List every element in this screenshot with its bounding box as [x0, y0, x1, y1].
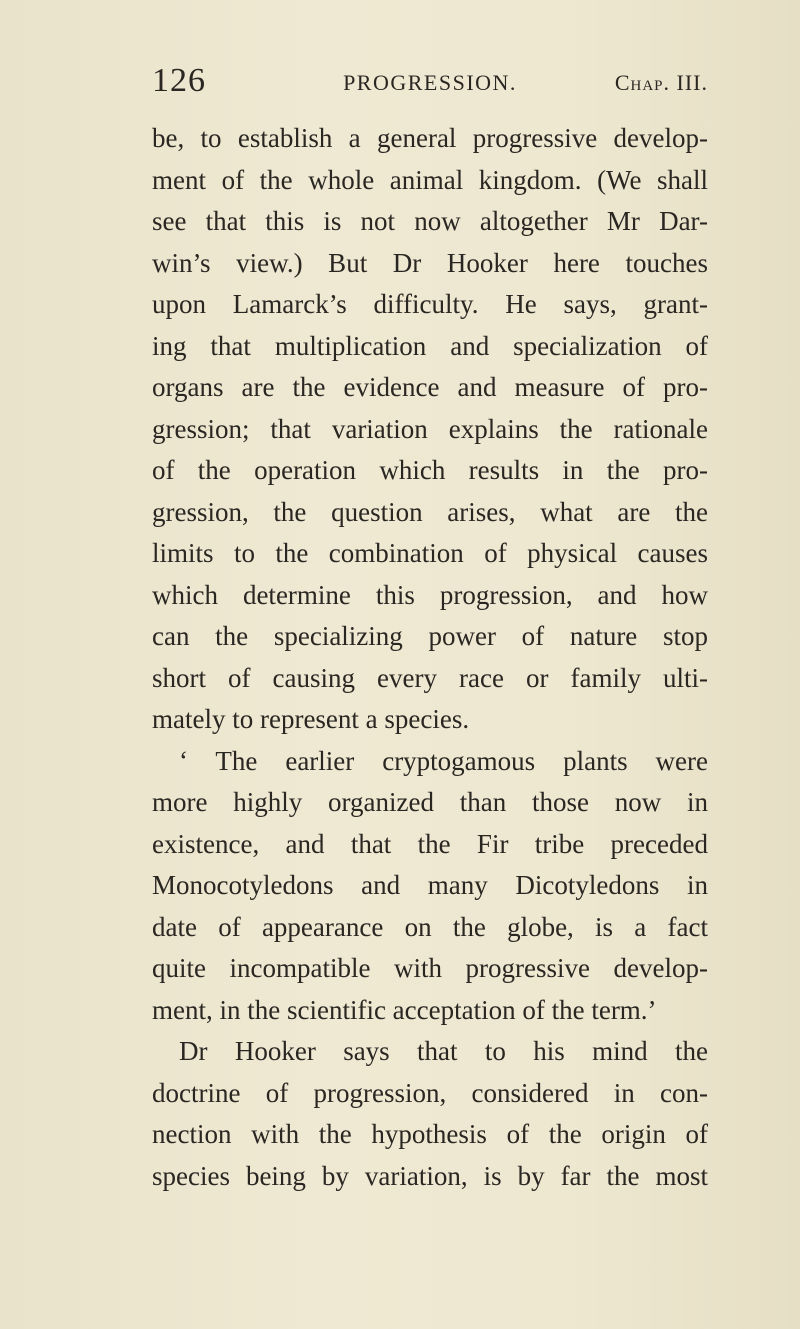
chapter-label: Chap. III. — [614, 70, 708, 95]
page-number: 126 — [152, 62, 206, 99]
text-line: existence, and that the Fir tribe preceded — [152, 828, 708, 859]
text-line: ing that multiplication and specialization of — [152, 330, 708, 361]
text-line: short of causing every race or family ulti- — [152, 662, 708, 693]
text-line: gression, the question arises, what are the — [152, 496, 708, 527]
text-line: of the operation which results in the pro- — [152, 455, 708, 485]
text-line: Monocotyledons and many Dicotyledons in — [152, 870, 708, 900]
text-line: doctrine of progression, considered in con- — [152, 1077, 708, 1108]
text-line: can the specializing power of nature stop — [152, 621, 708, 651]
text-line: Dr Hooker says that to his mind the — [179, 1036, 708, 1066]
text-line: gression; that variation explains the rationale — [152, 413, 708, 444]
running-title: PROGRESSION. — [343, 70, 517, 95]
text-line: nection with the hypothesis of the origin of — [152, 1119, 708, 1149]
text-line: upon Lamarck’s difficulty. He says, grant- — [152, 289, 708, 319]
text-line: date of appearance on the globe, is a fact — [152, 911, 708, 942]
body-text — [152, 118, 708, 1197]
text-line: ‘ The earlier cryptogamous plants were — [179, 745, 708, 776]
text-line: quite incompatible with progressive develop- — [152, 953, 708, 983]
text-line: win’s view.) But Dr Hooker here touches — [152, 247, 708, 278]
text-line: be, to establish a general progressive develop- — [152, 123, 708, 153]
text-line: ment of the whole animal kingdom. (We shall — [152, 164, 708, 195]
text-line: see that this is not now altogether Mr Dar- — [152, 206, 708, 236]
page-header — [152, 62, 708, 102]
text-line: limits to the combination of physical causes — [152, 538, 708, 568]
text-line: ment, in the scientific acceptation of the term.’ — [152, 994, 657, 1025]
text-line: organs are the evidence and measure of pro- — [152, 372, 708, 402]
text-line: which determine this progression, and how — [152, 579, 708, 610]
text-line: species being by variation, is by far the most — [152, 1160, 708, 1191]
text-line: more highly organized than those now in — [152, 787, 708, 817]
text-line: mately to represent a species. — [152, 704, 470, 734]
